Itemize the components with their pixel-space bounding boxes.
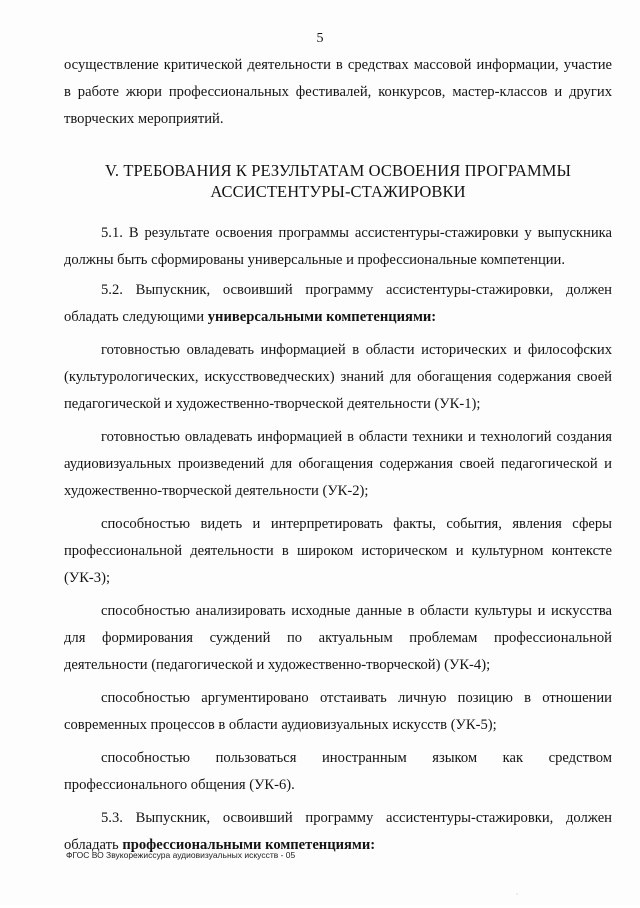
paragraph-5-3-text: 5.3. Выпускник, освоивший программу ассистентуры-стажировки, должен обладать: [64, 810, 612, 853]
footer-text: ФГОС ВО Звукорежиссура аудиовизуальных искусств - 05: [66, 850, 296, 860]
section-heading-line-1: V. ТРЕБОВАНИЯ К РЕЗУЛЬТАТАМ ОСВОЕНИЯ ПРОГРАММЫ: [104, 161, 572, 180]
page-number: 5: [316, 31, 324, 46]
scan-mark: ⸱: [516, 890, 519, 899]
paragraph-5-2: [64, 277, 612, 331]
competency-uk-6: способностью пользоваться иностранным языком как средством профессионального общения (УК-6).: [64, 750, 612, 793]
competency-uk-1: готовностью овладевать информацией в области исторических и философских (культурологических, искусствоведческих) знаний для обогащения содержания своей педагогической и художественно-творческой деятельности (УК-1);: [64, 342, 612, 412]
paragraph-5-3-emphasis: профессиональными компетенциями:: [122, 837, 376, 853]
intro-paragraph: осуществление критической деятельности в средствах массовой информации, участие в работе жюри профессиональных фестивалей, конкурсов, мастер-классов и других творческих мероприятий.: [64, 57, 612, 127]
competency-uk-5: способностью аргументировано отстаивать личную позицию в отношении современных процессов в области аудиовизуальных искусств (УК-5);: [64, 690, 612, 733]
competency-uk-4: способностью анализировать исходные данные в области культуры и искусства для формирования суждений по актуальным проблемам профессиональной деятельности (педагогической и художественно-творческой) (УК-4);: [64, 603, 612, 673]
section-heading-line-2: АССИСТЕНТУРЫ-СТАЖИРОВКИ: [210, 182, 466, 201]
paragraph-5-2-emphasis: универсальными компетенциями:: [207, 309, 437, 325]
page-content: [64, 52, 612, 859]
paragraph-5-2-text: 5.2. Выпускник, освоивший программу ассистентуры-стажировки, должен обладать следующими: [64, 282, 612, 325]
competency-uk-2: готовностью овладевать информацией в области техники и технологий создания аудиовизуальных произведений для обогащения содержания своей педагогической и художественно-творческой деятельности (УК-2);: [64, 429, 612, 499]
competency-uk-3: способностью видеть и интерпретировать факты, события, явления сферы профессиональной деятельности в широком историческом и культурном контексте (УК-3);: [64, 516, 612, 586]
paragraph-5-1: 5.1. В результате освоения программы ассистентуры-стажировки у выпускника должны быть сформированы универсальные и профессиональные компетенции.: [64, 225, 612, 268]
section-heading: [64, 160, 612, 202]
